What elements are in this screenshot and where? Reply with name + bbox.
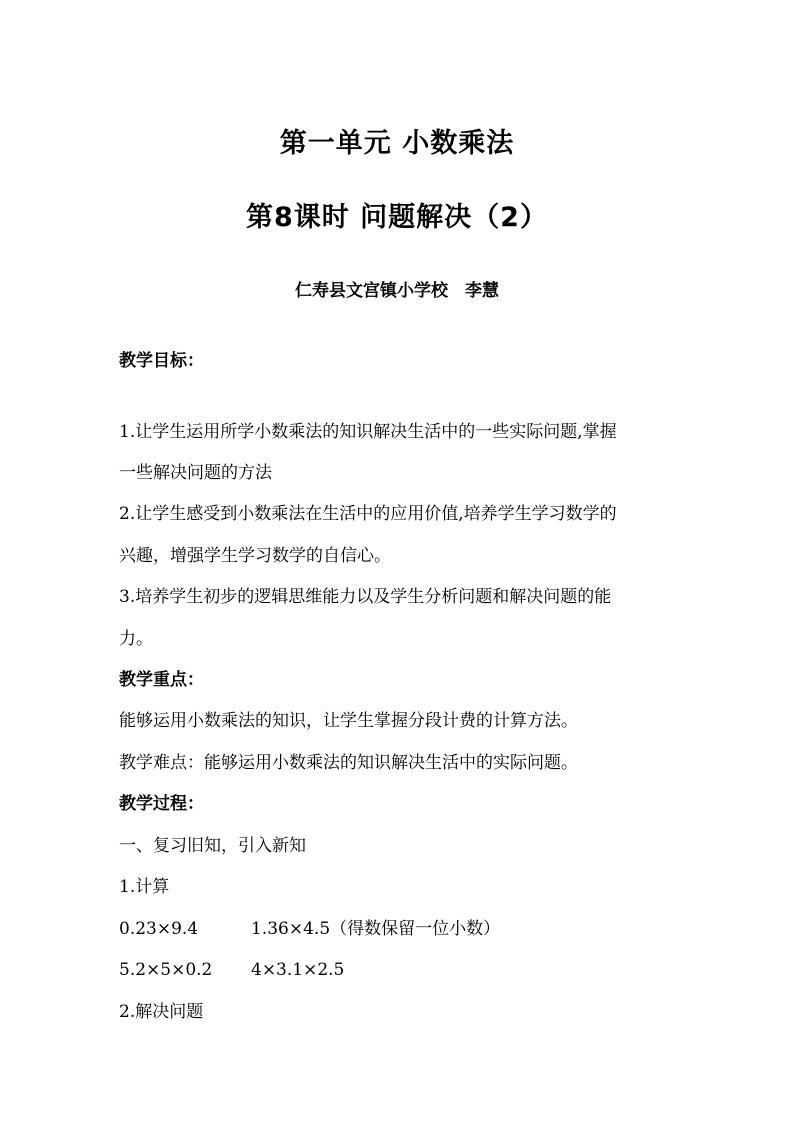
objective-line: 1.让学生运用所学小数乘法的知识解决生活中的一些实际问题,掌握	[119, 422, 617, 442]
unit-title: 第一单元 小数乘法	[279, 128, 515, 159]
objective-line: 兴趣，增强学生学习数学的自信心。	[119, 546, 391, 566]
calc-item-label: 1.计算	[119, 877, 170, 897]
calc-expression: 0.23×9.4	[119, 919, 199, 939]
objectives-heading: 教学目标：	[119, 351, 204, 371]
calc-expression: 1.36×4.5（得数保留一位小数）	[251, 919, 501, 939]
calc-row	[119, 957, 679, 983]
objective-line: 一些解决问题的方法	[119, 463, 272, 483]
objective-line: 2.让学生感受到小数乘法在生活中的应用价值,培养学生学习数学的	[119, 504, 617, 524]
section-one-heading: 一、复习旧知，引入新知	[119, 836, 306, 856]
process-heading: 教学过程：	[119, 794, 204, 814]
key-points-text: 能够运用小数乘法的知识，让学生掌握分段计费的计算方法。	[119, 711, 578, 731]
solve-item-label: 2.解决问题	[119, 1002, 204, 1022]
calc-expression: 4×3.1×2.5	[251, 960, 345, 980]
objective-line: 力。	[119, 629, 153, 649]
objective-line: 3.培养学生初步的逻辑思维能力以及学生分析问题和解决问题的能	[119, 587, 612, 607]
lesson-title: 第8课时 问题解决（2）	[246, 202, 548, 233]
difficulty-text: 教学难点：能够运用小数乘法的知识解决生活中的实际问题。	[119, 753, 578, 773]
author-line: 仁寿县文宫镇小学校 李慧	[295, 281, 499, 301]
calc-expression: 5.2×5×0.2	[119, 960, 213, 980]
calc-row	[119, 916, 679, 942]
key-points-heading: 教学重点：	[119, 670, 204, 690]
